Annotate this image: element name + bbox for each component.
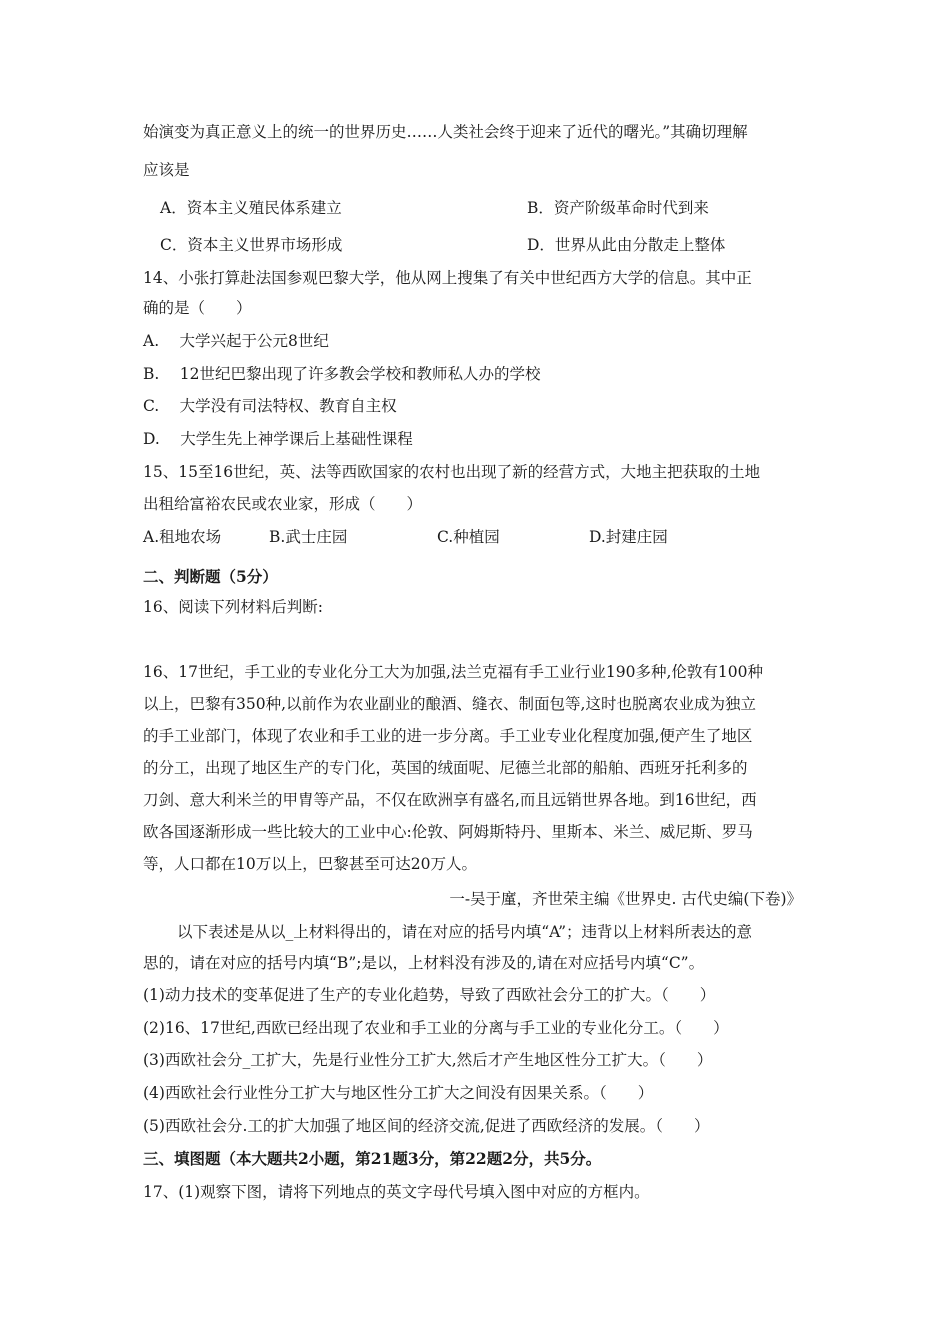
material-line: 16、17世纪，手工业的专业化分工大为加强,法兰克福有手工业行业190多种,伦敦有100种: [143, 663, 763, 681]
q13-stem-line2: 应该是: [143, 161, 190, 179]
q15-option-b: B.武士庄园: [269, 528, 348, 546]
judgment-item: (2)16、17世纪,西欧已经出现了农业和手工业的分离与手工业的专业化分工。（ ）: [143, 1019, 729, 1037]
q14-option-a: A. 大学兴起于公元8世纪: [143, 332, 329, 350]
q14-stem-line2: 确的是（ ）: [143, 299, 252, 317]
q13-option-b: B．资产阶级革命时代到来: [527, 199, 709, 217]
judgment-item: (4)西欧社会行业性分工扩大与地区性分工扩大之间没有因果关系。（ ）: [143, 1084, 654, 1102]
material-line: 刀剑、意大利米兰的甲胄等产品，不仅在欧洲享有盛名,而且远销世界各地。到16世纪，西: [143, 791, 757, 809]
instruction-line1: 以下表述是从以_上材料得出的，请在对应的括号内填“A”；违背以上材料所表达的意: [177, 923, 753, 941]
material-line: 欧各国逐渐形成一些比较大的工业中心:伦敦、阿姆斯特丹、里斯本、米兰、威尼斯、罗马: [143, 823, 753, 841]
q16-intro: 16、阅读下列材料后判断:: [143, 598, 323, 616]
material-source: 一-吴于廑，齐世荣主编《世界史. 古代史编(下卷)》: [449, 890, 802, 908]
material-line: 的手工业部门，体现了农业和手工业的进一步分离。手工业专业化程度加强,便产生了地区: [143, 727, 753, 745]
judgment-item: (5)西欧社会分.工的扩大加强了地区间的经济交流,促进了西欧经济的发展。（ ）: [143, 1117, 710, 1135]
material-line: 以上，巴黎有350种,以前作为农业副业的酿酒、缝衣、制面包等,这时也脱离农业成为独立: [143, 695, 756, 713]
q15-option-d: D.封建庄园: [589, 528, 668, 546]
material-line: 等，人口都在10万以上，巴黎甚至可达20万人。: [143, 855, 477, 873]
instruction-line2: 思的，请在对应的括号内填“B”;是以，上材料没有涉及的,请在对应括号内填“C”。: [143, 954, 705, 972]
judgment-item: (3)西欧社会分_工扩大，先是行业性分工扩大,然后才产生地区性分工扩大。（ ）: [143, 1051, 713, 1069]
material-line: 的分工，出现了地区生产的专门化，英国的绒面呢、尼德兰北部的船舶、西班牙托利多的: [143, 759, 748, 777]
section3-heading: 三、填图题（本大题共2小题，第21题3分，第22题2分，共5分。: [143, 1149, 602, 1168]
q15-stem-line2: 出租给富裕农民或农业家，形成（ ）: [143, 495, 423, 513]
judgment-item: (1)动力技术的变革促进了生产的专业化趋势，导致了西欧社会分工的扩大。（ ）: [143, 986, 716, 1004]
q14-stem-line1: 14、小张打算赴法国参观巴黎大学，他从网上搜集了有关中世纪西方大学的信息。其中正: [143, 269, 752, 287]
q14-option-d: D. 大学生先上神学课后上基础性课程: [143, 430, 413, 448]
q15-stem-line1: 15、15至16世纪，英、法等西欧国家的农村也出现了新的经营方式，大地主把获取的土地: [143, 463, 761, 481]
q14-option-c: C. 大学没有司法特权、教育自主权: [143, 397, 397, 415]
q13-option-c: C．资本主义世界市场形成: [160, 236, 343, 254]
q15-option-c: C.种植园: [437, 528, 500, 546]
q15-option-a: A.租地农场: [143, 528, 222, 546]
q13-option-a: A．资本主义殖民体系建立: [160, 199, 342, 217]
q14-option-b: B. 12世纪巴黎出现了许多教会学校和教师私人办的学校: [143, 365, 541, 383]
q13-stem-line1: 始演变为真正意义上的统一的世界历史……人类社会终于迎来了近代的曙光。”其确切理解: [143, 123, 748, 141]
section2-heading: 二、判断题（5分）: [143, 567, 278, 586]
q17-line: 17、(1)观察下图，请将下列地点的英文字母代号填入图中对应的方框内。: [143, 1183, 650, 1201]
q13-option-d: D．世界从此由分散走上整体: [527, 236, 726, 254]
